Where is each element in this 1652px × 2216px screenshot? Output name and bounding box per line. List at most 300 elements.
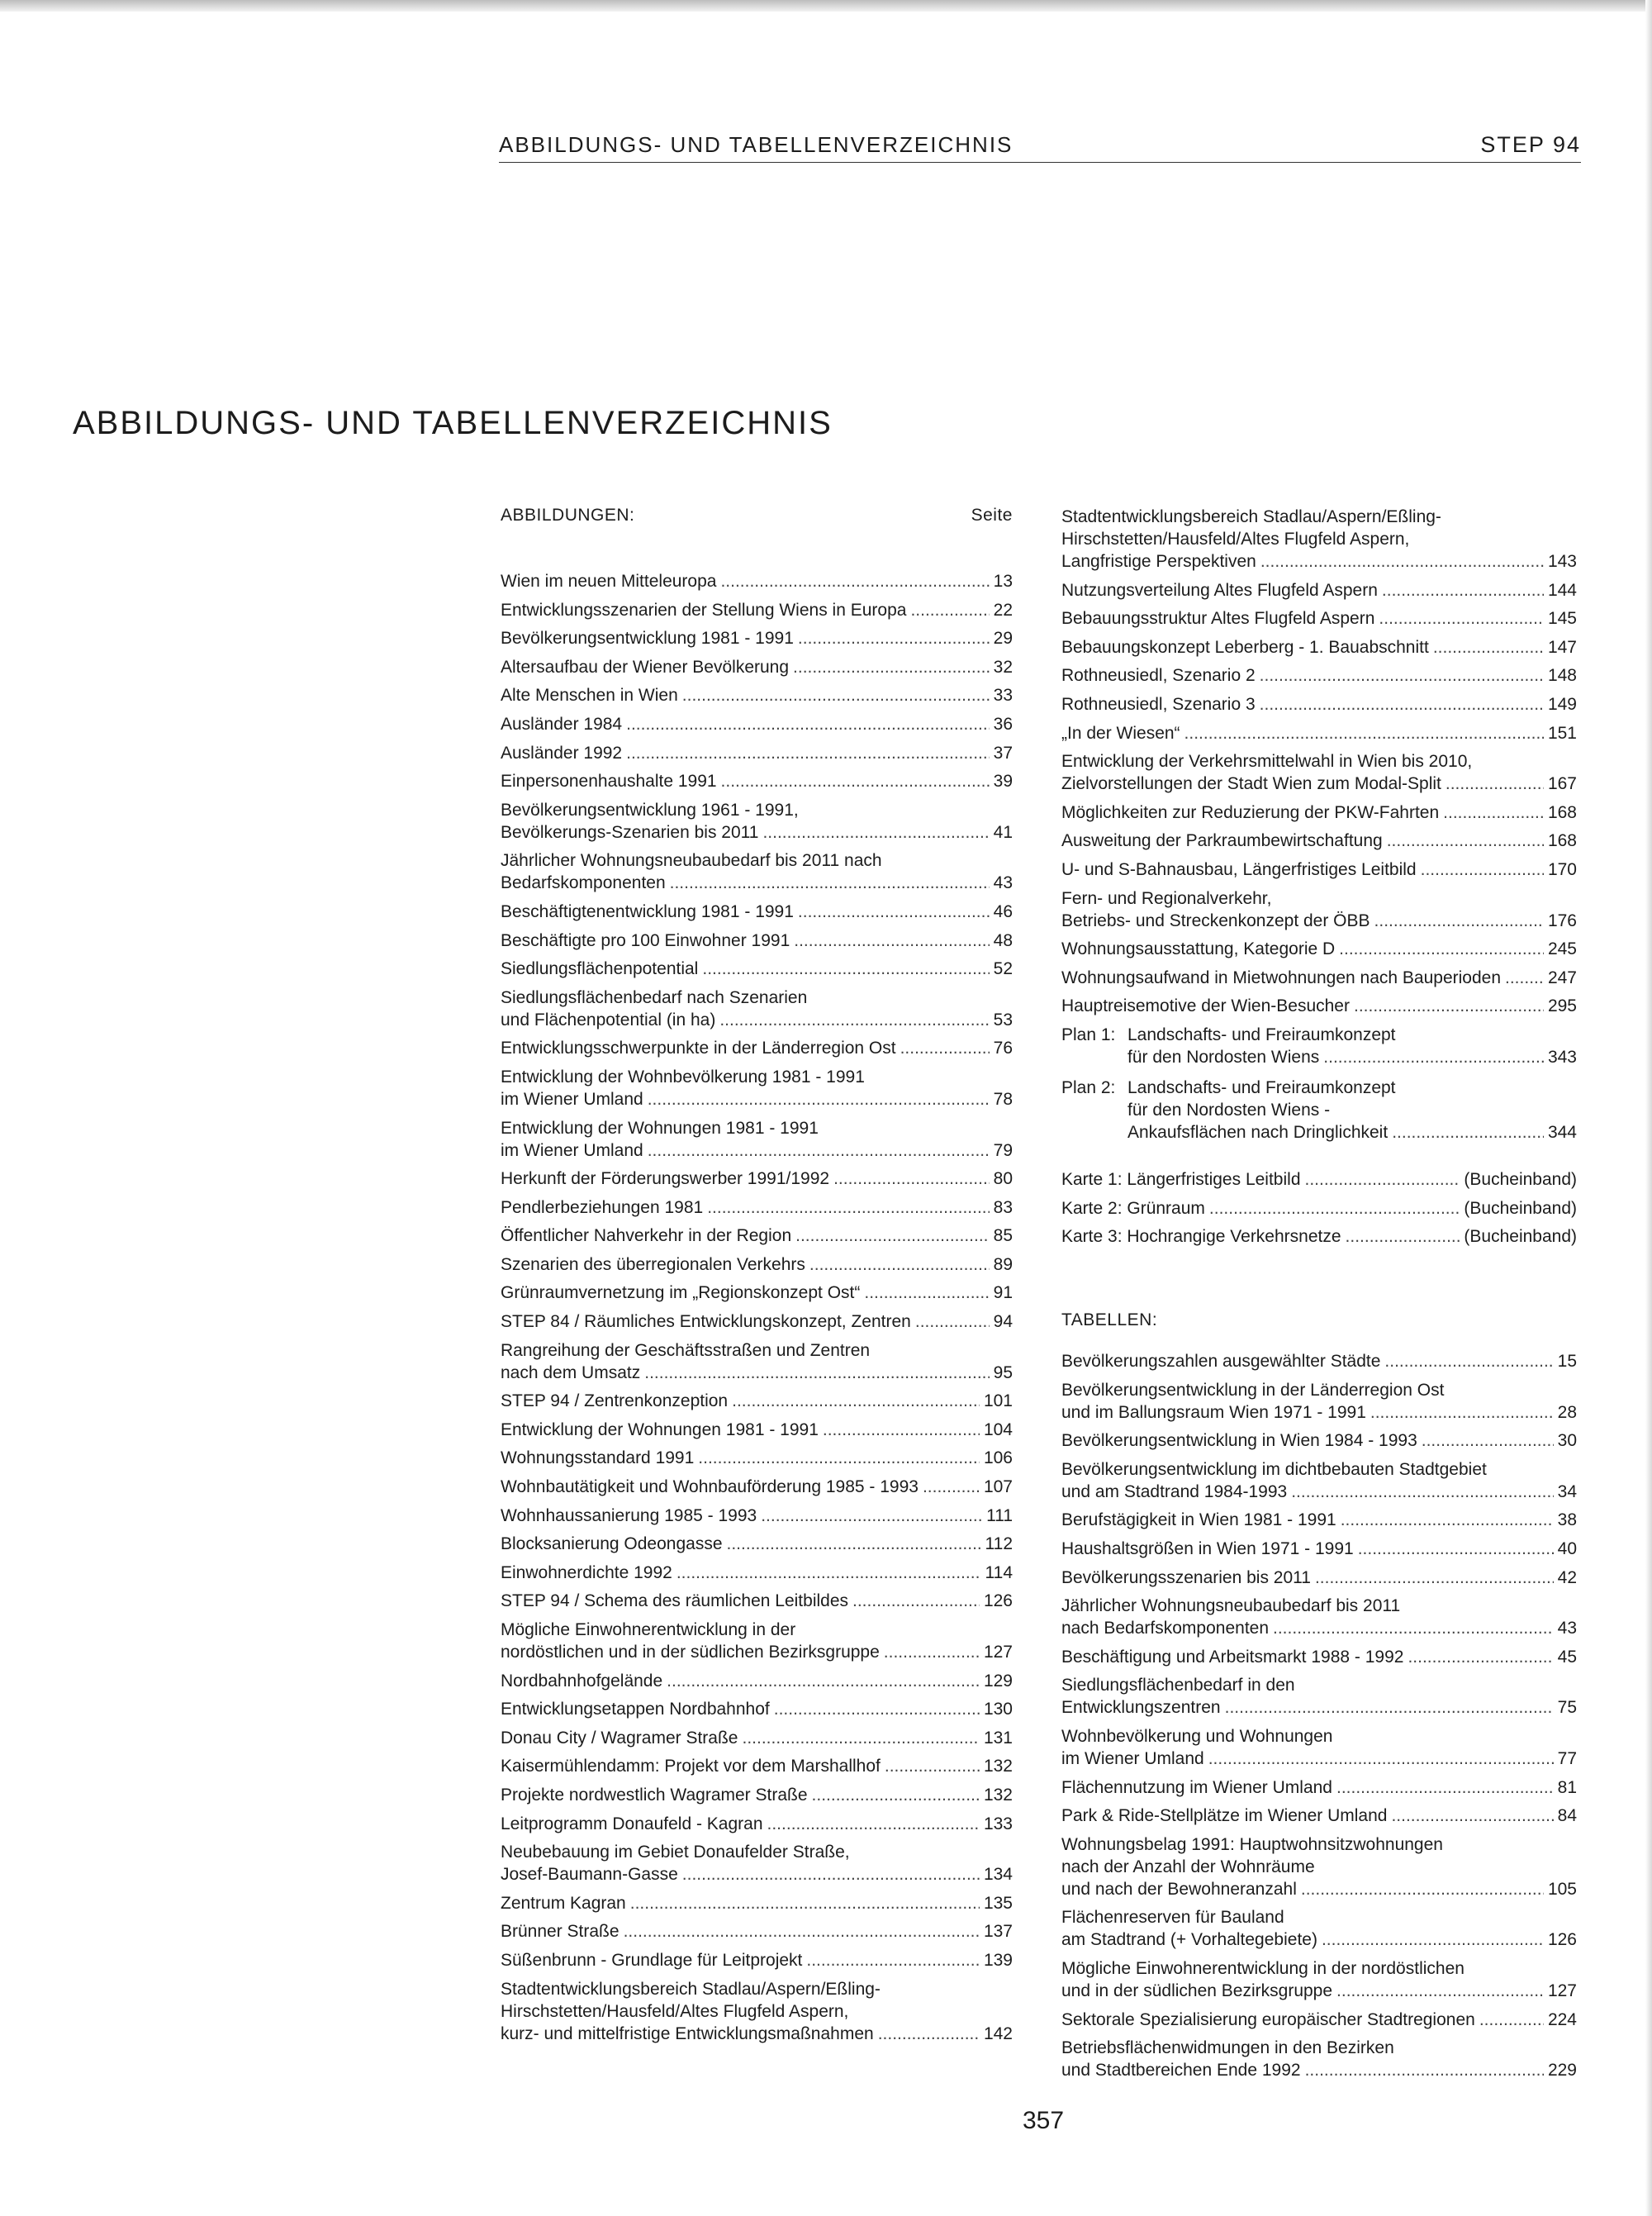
page-ref: 15 [1557,1352,1577,1372]
toc-entry [501,1476,1013,1498]
page-title: ABBILDUNGS- UND TABELLENVERZEICHNIS [73,405,833,441]
entry-text-line: Ausländer 1984 [501,714,623,734]
toc-entry [1061,1225,1577,1248]
toc-entry [501,1813,1013,1835]
entry-last-line [1061,607,1577,630]
entry-last-line [501,1253,1013,1276]
entry-last-line [501,958,1013,980]
entry-text-line: Karte 1: Längerfristiges Leitbild [1061,1169,1301,1189]
entry-last-line [1061,636,1577,659]
entry-text-line: Ausländer 1992 [501,743,623,763]
page-ref: 107 [983,1477,1013,1497]
leader-dots [762,821,989,844]
entry-text-line: Szenarien des überregionalen Verkehrs [501,1254,805,1274]
leader-dots [793,656,990,678]
entry-text-line: Öffentlicher Nahverkehr in der Region [501,1226,792,1246]
page-ref: 39 [993,772,1013,792]
entry-last-line [501,1139,1013,1162]
page-ref: 131 [983,1728,1013,1748]
page-ref: 28 [1557,1402,1577,1422]
page-ref: 127 [983,1643,1013,1662]
header-rule [499,162,1581,163]
entry-text-line: Entwicklung der Wohnungen 1981 - 1991 [501,1419,819,1439]
leader-dots [630,1892,980,1914]
leader-dots [1387,830,1544,852]
entry-text-line: Bevölkerungsentwicklung in Wien 1984 - 1993 [1061,1431,1417,1451]
entry-text-line: Leitprogramm Donaufeld - Kagran [501,1814,763,1833]
entry-last-line [501,1390,1013,1412]
entry-last-line [1061,858,1577,881]
toc-entry [1061,1725,1577,1770]
leader-dots [852,1590,980,1612]
entry-last-line [501,1755,1013,1777]
toc-entry [501,1167,1013,1190]
entry-text-line: Bevölkerungsentwicklung 1981 - 1991 [501,629,794,649]
leader-dots [719,1009,989,1031]
toc-entry [1061,1509,1577,1531]
toc-entry [501,713,1013,735]
entry-text-line: Sektorale Spezialisierung europäischer Stadtregionen [1061,2009,1475,2029]
leader-dots [1505,967,1544,989]
entry-text-line: U- und S-Bahnausbau, Längerfristiges Leitbild [1061,859,1417,879]
entry-last-line [501,770,1013,792]
entry-last-line [1061,1481,1577,1503]
toc-entry [501,1727,1013,1749]
entry-last-line [1061,1225,1577,1248]
entry-text-line: Karte 2: Grünraum [1061,1198,1205,1218]
leader-dots [1260,550,1544,573]
entry-last-line [1061,1646,1577,1668]
page-ref: 224 [1547,2009,1577,2029]
toc-entry [501,930,1013,952]
leader-dots [1446,773,1544,795]
leader-dots [676,1562,981,1584]
entry-last-line [501,627,1013,649]
leader-dots [767,1813,980,1835]
leader-dots [1479,2009,1544,2031]
page-ref: 247 [1547,968,1577,987]
toc-entry [1061,664,1577,687]
page-ref: 83 [993,1197,1013,1217]
entry-last-line [1061,693,1577,716]
toc-entry [1061,636,1577,659]
leader-dots [742,1727,979,1749]
toc-entry [501,1196,1013,1219]
leader-dots [833,1167,990,1190]
toc-entry [1061,750,1577,795]
entry-text-line: Wohnbautätigkeit und Wohnbauförderung 1985 - 1993 [501,1477,919,1497]
page-ref: 45 [1557,1647,1577,1667]
toc-entry [1061,801,1577,824]
toc-entry [501,1670,1013,1692]
entry-last-line [501,1419,1013,1441]
entry-text-line: für den Nordosten Wiens [1127,1047,1320,1067]
running-header-step: STEP 94 [1480,132,1581,157]
abbildungen-heading-row [501,506,1013,527]
page-ref: 43 [993,873,1013,893]
page-ref: 40 [1557,1539,1577,1559]
toc-entry [1061,1646,1577,1668]
toc-entry [501,770,1013,792]
entry-text-line: kurz- und mittelfristige Entwicklungsmaßnahmen [501,2023,874,2043]
page-ref: 34 [1557,1481,1577,1501]
entry-text-line: und Flächenpotential (in ha) [501,1010,716,1030]
entry-last-line [1061,1776,1577,1799]
abbildungen-heading: ABBILDUNGEN: [501,506,635,525]
abbildungen-list [501,570,1013,2045]
page-ref: 22 [993,600,1013,620]
page-ref: 229 [1547,2061,1577,2080]
entry-text-line: Entwicklung der Wohnbevölkerung 1981 - 1991 [501,1067,865,1087]
entry-last-line [501,1863,1013,1886]
entry-text-line: Neubebauung im Gebiet Donaufelder Straße, [501,1843,850,1862]
toc-entry [501,1310,1013,1333]
toc-entry [1061,1024,1577,1068]
page-ref: 127 [1547,1981,1577,2000]
entry-text-line: Flächennutzung im Wiener Umland [1061,1777,1332,1797]
entry-text-line: Berufstägigkeit in Wien 1981 - 1991 [1061,1510,1336,1530]
page-ref: 101 [983,1391,1013,1411]
entry-text-line: Projekte nordwestlich Wagramer Straße [501,1785,808,1805]
entry-text-line: Mögliche Einwohnerentwicklung in der nordöstlichen [1061,1959,1464,1978]
toc-entry [501,1037,1013,1059]
entry-last-line [501,1196,1013,1219]
entry-text-line: Grünraumvernetzung im „Regionskonzept Ost“ [501,1283,861,1303]
leader-dots [864,1282,989,1304]
toc-entry [501,1117,1013,1162]
leader-dots [1184,722,1544,744]
entry-text-line: Hirschstetten/Hausfeld/Altes Flugfeld Aspern, [501,2001,849,2021]
toc-entry [1061,2037,1577,2081]
entry-text-line: Einwohnerdichte 1992 [501,1562,672,1582]
toc-entry [501,1949,1013,1971]
entry-last-line [1061,1980,1577,2002]
leader-dots [648,1139,990,1162]
leader-dots [624,1920,980,1943]
entry-last-line [501,1310,1013,1333]
leader-dots [644,1362,989,1384]
toc-entry [1061,938,1577,960]
entry-text-line: Bebauungskonzept Leberberg - 1. Bauabschnitt [1061,637,1429,657]
page-ref: 37 [993,743,1013,763]
page-ref: 95 [993,1362,1013,1382]
page-ref: (Bucheinband) [1464,1169,1577,1189]
entry-text-line: STEP 94 / Schema des räumlichen Leitbildes [501,1591,849,1611]
entry-last-line [501,1476,1013,1498]
page-ref: 343 [1547,1047,1577,1067]
page-number: 357 [1023,2107,1065,2134]
leader-dots [915,1310,990,1333]
leader-dots [1291,1481,1553,1503]
toc-entry [501,1784,1013,1806]
entry-last-line [501,1562,1013,1584]
leader-dots [720,570,989,592]
page-ref: 30 [1557,1431,1577,1451]
page-ref: 89 [993,1254,1013,1274]
entry-last-line [501,821,1013,844]
scan-edge-right [1645,0,1652,2216]
entry-text-line: Möglichkeiten zur Reduzierung der PKW-Fahrten [1061,802,1440,822]
scan-edge-top [0,0,1652,12]
page-ref: 245 [1547,939,1577,959]
entry-text-line: Hauptreisemotive der Wien-Besucher [1061,996,1350,1016]
entry-last-line [501,684,1013,706]
page-ref: 79 [993,1140,1013,1160]
leader-dots [823,1419,980,1441]
plan-label: Plan 1: [1061,1025,1116,1044]
entry-text-line: Zielvorstellungen der Stadt Wien zum Modal-Split [1061,774,1441,794]
page-ref: 112 [985,1534,1013,1554]
toc-entry [501,1533,1013,1555]
entry-text-line: nordöstlichen und in der südlichen Bezirksgruppe [501,1643,880,1662]
entry-text-line: Josef-Baumann-Gasse [501,1865,678,1885]
entry-text-line: Stadtentwicklungsbereich Stadlau/Aspern/Eßling- [501,1979,881,1999]
page-ref: 144 [1547,580,1577,600]
page-ref: 77 [1557,1749,1577,1769]
entry-text-line: Siedlungsflächenbedarf nach Szenarien [501,987,808,1007]
entry-text-line: Süßenbrunn - Grundlage für Leitprojekt [501,1950,803,1970]
entry-last-line [1061,938,1577,960]
entry-last-line [501,1784,1013,1806]
page-ref: 135 [983,1893,1013,1913]
entry-last-line [501,570,1013,592]
entry-text-line: Alte Menschen in Wien [501,686,678,706]
entry-text-line: Wohnungsstandard 1991 [501,1448,695,1468]
entry-text-line: Pendlerbeziehungen 1981 [501,1197,704,1217]
page-ref: 38 [1557,1510,1577,1530]
leader-dots [1379,607,1544,630]
entry-text-line: Betriebsflächenwidmungen in den Bezirken [1061,2038,1394,2058]
entry-text-line: Wohnhaussanierung 1985 - 1993 [501,1505,757,1525]
entry-text-line: Brünner Straße [501,1922,620,1942]
page-ref: 130 [983,1700,1013,1719]
leader-dots [1358,1538,1554,1560]
leader-dots [727,1533,981,1555]
page-ref: (Bucheinband) [1464,1198,1577,1218]
entry-text-line: Betriebs- und Streckenkonzept der ÖBB [1061,911,1370,930]
entry-text-line: Bedarfskomponenten [501,873,666,893]
entry-last-line [501,2023,1013,2045]
leader-dots [1382,579,1544,602]
page-ref: 134 [983,1865,1013,1885]
leader-dots [1322,1928,1544,1951]
toc-entry [1061,1906,1577,1951]
entry-last-line [1061,2009,1577,2031]
entry-last-line [501,1533,1013,1555]
entry-text-line: Wohnbevölkerung und Wohnungen [1061,1727,1333,1747]
page-ref: 104 [983,1419,1013,1439]
entry-text-line: Wohnungsaufwand in Mietwohnungen nach Bauperioden [1061,968,1502,987]
page-ref: 126 [1547,1930,1577,1950]
page-ref: 78 [993,1089,1013,1109]
toc-entry [1061,1429,1577,1452]
entry-text-line: Stadtentwicklungsbereich Stadlau/Aspern/Eßling- [1061,507,1441,526]
toc-entry [1061,1567,1577,1589]
toc-entry [501,901,1013,923]
tabellen-heading: TABELLEN: [1061,1310,1158,1330]
leader-dots [1392,1121,1544,1144]
entry-last-line [1061,1538,1577,1560]
page-ref: 132 [983,1757,1013,1776]
leader-dots [732,1390,980,1412]
leader-dots [1346,1225,1460,1248]
entry-text-line: am Stadtrand (+ Vorhaltegebiete) [1061,1930,1317,1950]
entry-last-line [1061,1429,1577,1452]
toc-entry [1061,2009,1577,2031]
entry-text-line: Wohnungsausstattung, Kategorie D [1061,939,1336,959]
toc-entry [1061,858,1577,881]
leader-dots [721,770,990,792]
entry-text-line: im Wiener Umland [1061,1749,1204,1769]
toc-entry [1061,607,1577,630]
entry-text-line: Blocksanierung Odeongasse [501,1534,723,1554]
page-ref: 13 [993,572,1013,591]
page-ref: 295 [1547,996,1577,1016]
page-ref: 75 [1557,1698,1577,1718]
page-ref: (Bucheinband) [1464,1227,1577,1247]
entry-text-line: Langfristige Perspektiven [1061,552,1256,571]
page-ref: 151 [1547,723,1577,743]
page-ref: 142 [983,2023,1013,2043]
leader-dots [806,1949,980,1971]
page-ref: 132 [983,1785,1013,1805]
toc-entry [501,1755,1013,1777]
toc-entry [501,799,1013,844]
page-ref: 148 [1547,666,1577,686]
page-ref: 111 [986,1505,1013,1525]
leader-dots [670,872,990,894]
toc-entry [1061,1674,1577,1719]
page-ref: 168 [1547,831,1577,851]
leader-dots [1209,1197,1460,1220]
entry-text-line: Haushaltsgrößen in Wien 1971 - 1991 [1061,1539,1354,1559]
toc-entry [501,1562,1013,1584]
entry-text-line: Entwicklung der Wohnungen 1981 - 1991 [501,1118,819,1138]
page-ref: 105 [1547,1879,1577,1899]
leader-dots [1305,1168,1460,1191]
page-ref: 137 [983,1922,1013,1942]
entry-last-line [1061,773,1577,795]
entry-text-line: Bevölkerungs-Szenarien bis 2011 [501,822,759,842]
leader-dots [809,1253,990,1276]
page-ref: 36 [993,714,1013,734]
entry-last-line [1061,1168,1577,1191]
entry-last-line [501,1892,1013,1914]
entry-last-line [501,1641,1013,1663]
entry-text-line: Landschafts- und Freiraumkonzept [1127,1025,1396,1044]
entry-text-line: Wohnungsbelag 1991: Hauptwohnsitzwohnungen [1061,1834,1443,1854]
leader-dots [1384,1350,1553,1372]
leader-dots [910,599,989,621]
toc-entry [1061,1957,1577,2002]
toc-entry [501,1698,1013,1720]
leader-dots [1260,664,1544,687]
entry-last-line [1061,967,1577,989]
toc-entry [501,1225,1013,1247]
leader-dots [1421,858,1544,881]
toc-entry [1061,1805,1577,1827]
entry-last-line [501,1362,1013,1384]
toc-entry [501,1419,1013,1441]
toc-entry [501,1978,1013,2045]
page-ref: 29 [993,629,1013,649]
entry-text-line: Rothneusiedl, Szenario 3 [1061,694,1256,714]
entry-last-line [501,1447,1013,1469]
entry-text-line: Zentrum Kagran [501,1893,626,1913]
entry-last-line [1061,1046,1577,1068]
seite-label: Seite [971,506,1013,525]
toc-entry [501,570,1013,592]
leader-dots [1273,1617,1554,1639]
entry-last-line [1061,1928,1577,1951]
entry-last-line [1061,1121,1577,1144]
leader-dots [1315,1567,1554,1589]
entry-last-line [1061,550,1577,573]
entry-text-line: Ankaufsflächen nach Dringlichkeit [1127,1122,1389,1142]
leader-dots [1208,1748,1554,1770]
entry-text-line: Bebauungsstruktur Altes Flugfeld Aspern [1061,609,1375,629]
entry-last-line [1061,1748,1577,1770]
tabellen-list [1061,1350,1577,2081]
entry-last-line [501,1727,1013,1749]
page-ref: 33 [993,686,1013,706]
leader-dots [626,713,990,735]
entry-text-line: Siedlungsflächenpotential [501,959,699,979]
entry-text-line: Entwicklungsszenarien der Stellung Wiens in Europa [501,600,907,620]
page-ref: 80 [993,1169,1013,1189]
entry-last-line [1061,1509,1577,1531]
toc-entry [1061,887,1577,932]
entry-last-line [1061,910,1577,932]
entry-last-line [501,713,1013,735]
entry-last-line [501,742,1013,764]
leader-dots [682,1863,980,1886]
toc-entry [1061,1077,1577,1144]
leader-dots [1341,1509,1554,1531]
entry-text-line: Nordbahnhofgelände [501,1671,663,1691]
leader-dots [648,1088,990,1110]
leader-dots [1225,1696,1554,1719]
page-ref: 147 [1547,637,1577,657]
page-ref: 91 [993,1283,1013,1303]
entry-text-line: Entwicklungszentren [1061,1698,1221,1718]
entry-text-line: und in der südlichen Bezirksgruppe [1061,1981,1333,2000]
toc-entry [1061,506,1577,573]
entry-text-line: Bevölkerungszahlen ausgewählter Städte [1061,1352,1381,1372]
entry-text-line: und im Ballungsraum Wien 1971 - 1991 [1061,1402,1366,1422]
page-ref: 84 [1557,1806,1577,1826]
leader-dots [812,1784,980,1806]
leader-dots [1443,801,1544,824]
entry-text-line: Nutzungsverteilung Altes Flugfeld Aspern [1061,580,1378,600]
abbildungen-cont-list [1061,506,1577,1017]
page-ref: 42 [1557,1567,1577,1587]
toc-entry [1061,967,1577,989]
leader-dots [798,901,990,923]
entry-text-line: Rothneusiedl, Szenario 2 [1061,666,1256,686]
page-ref: 344 [1547,1122,1577,1142]
page-ref: 43 [1557,1619,1577,1638]
page-ref: 114 [985,1562,1013,1582]
toc-entry [501,627,1013,649]
toc-entry [501,958,1013,980]
toc-entry [1061,1350,1577,1372]
entry-text-line: „In der Wiesen“ [1061,723,1180,743]
entry-text-line: STEP 84 / Räumliches Entwicklungskonzept, Zentren [501,1312,911,1332]
toc-entry [501,1590,1013,1612]
entry-text-line: Beschäftigte pro 100 Einwohner 1991 [501,930,790,950]
leader-dots [1339,938,1544,960]
